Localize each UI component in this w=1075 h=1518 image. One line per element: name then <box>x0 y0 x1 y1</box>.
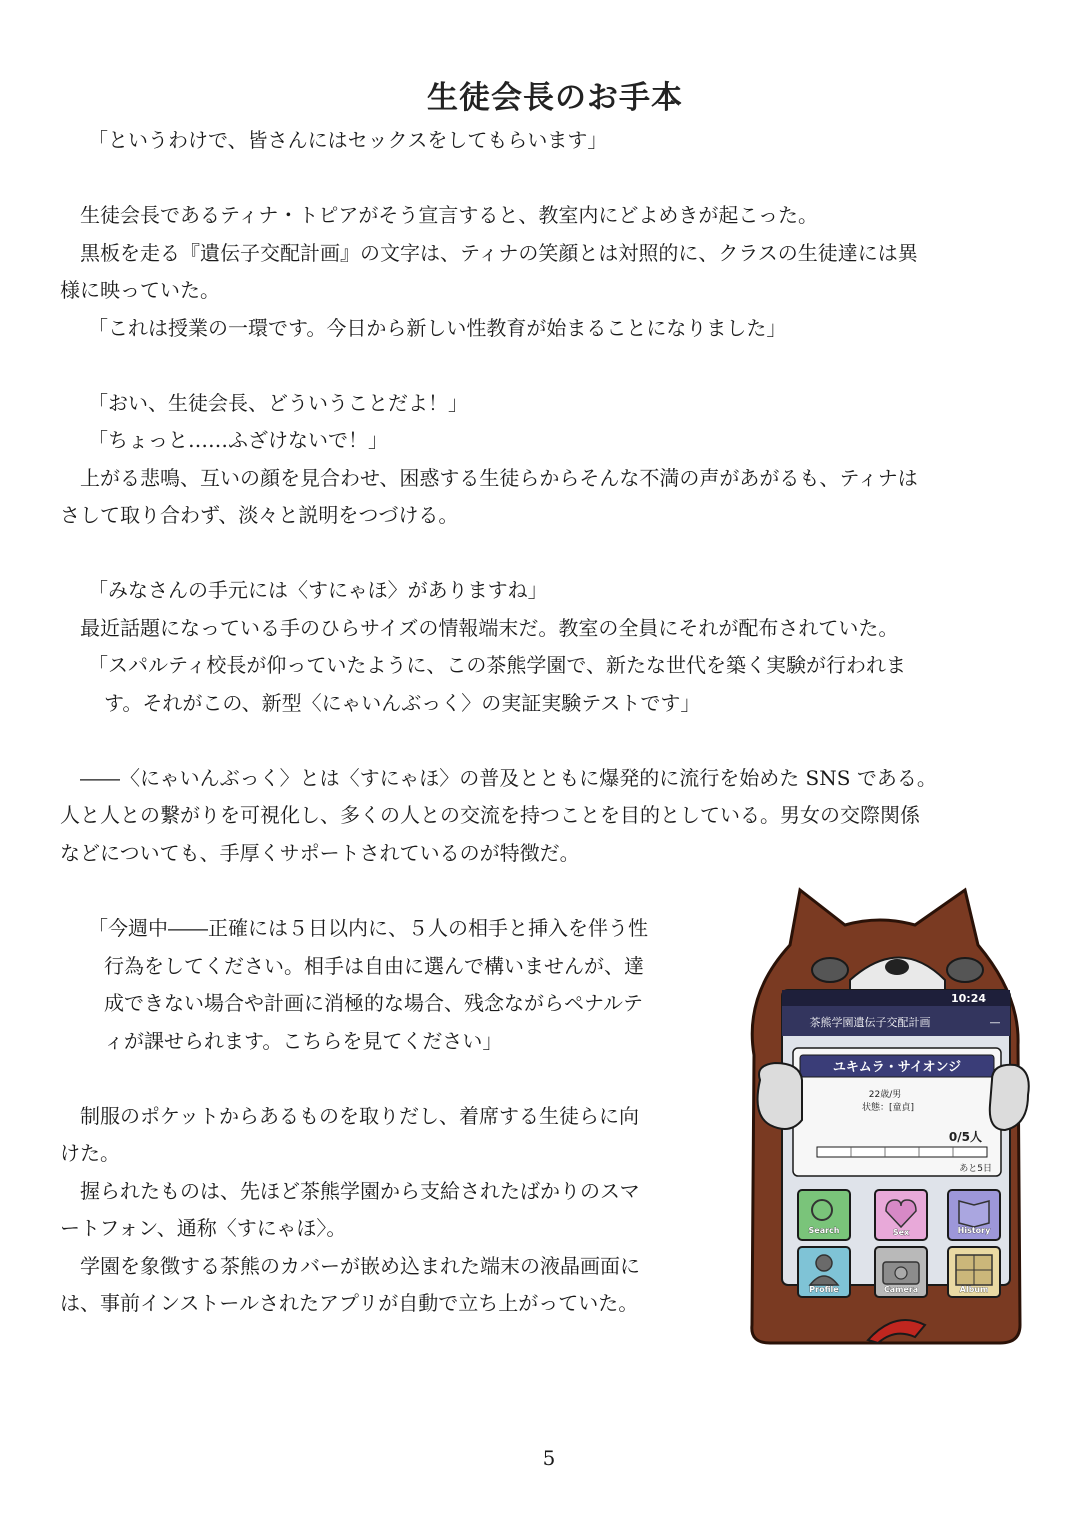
paragraph: 黒板を走る『遺伝子交配計画』の文字は、ティナの笑顔とは対照的に、クラスの生徒達には異 <box>80 240 918 265</box>
paragraph: 成できない場合や計画に消極的な場合、残念ながらペナルテ <box>104 991 643 1015</box>
app-camera[interactable] <box>875 1247 927 1297</box>
paragraph: ――〈にゃいんぶっく〉とは〈すにゃほ〉の普及とともに爆発的に流行を始めた SNS である。 <box>80 765 937 790</box>
paragraph: 「みなさんの手元には〈すにゃほ〉がありますね」 <box>88 578 548 602</box>
paragraph: ートフォン、通称〈すにゃほ〉。 <box>60 1216 347 1240</box>
age-gender: 22歳/男 <box>868 1090 902 1100</box>
blank-line <box>60 535 1010 573</box>
blank-line <box>60 160 1010 198</box>
paragraph: 「スパルティ校長が仰っていたように、この茶熊学園で、新たな世代を築く実験が行われま <box>88 653 906 677</box>
paragraph: 「ちょっと……ふざけないで！」 <box>88 428 388 452</box>
paragraph: ィが課せられます。こちらを見てください」 <box>104 1028 503 1053</box>
paragraph: 「というわけで、皆さんにはセックスをしてもらいます」 <box>88 128 608 152</box>
right-paw <box>990 1065 1029 1130</box>
left-eye <box>812 958 848 982</box>
paragraph: 行為をしてください。相手は自由に選んで構いませんが、達 <box>104 953 644 978</box>
app-label: History <box>957 1226 991 1235</box>
paragraph: 人と人との繋がりを可視化し、多くの人との交流を持つことを目的としている。男女の交際関係 <box>60 803 920 827</box>
left-paw <box>758 1063 802 1129</box>
app-title: 茶熊学園遺伝子交配計画 <box>809 1016 931 1029</box>
paragraph: 最近話題になっている手のひらサイズの情報端末だ。教室の全員にそれが配布されていた。 <box>80 615 899 640</box>
time-text: 10:24 <box>950 992 986 1005</box>
remaining-days: あと5日 <box>959 1164 992 1174</box>
right-eye <box>947 958 983 982</box>
page-number: 5 <box>542 1446 556 1470</box>
app-history[interactable] <box>948 1190 1000 1240</box>
page-title: 生徒会長のお手本 <box>427 80 683 116</box>
app-profile[interactable] <box>798 1247 850 1297</box>
paragraph: 上がる悲鳴、互いの顔を見合わせ、困惑する生徒らからそんな不満の声があがるも、ティナは <box>80 465 918 490</box>
blank-line <box>60 722 1010 760</box>
progress-bar <box>817 1147 987 1157</box>
app-sex[interactable] <box>875 1190 927 1240</box>
paragraph: 「これは授業の一環です。今日から新しい性教育が始まることになりました」 <box>88 315 787 340</box>
paragraph: 制服のポケットからあるものを取りだし、着席する生徒らに向 <box>80 1103 639 1128</box>
side-text <box>60 910 710 1323</box>
app-label: Profile <box>809 1285 839 1294</box>
book-icon <box>959 1201 989 1227</box>
app-album[interactable] <box>948 1247 1000 1297</box>
blank-line <box>60 347 1010 385</box>
user-name: ユキムラ・サイオンジ <box>832 1060 962 1075</box>
status-text: 状態：[童貞] <box>861 1103 915 1113</box>
paragraph: 握られたものは、先ほど茶熊学園から支給されたばかりのスマ <box>80 1178 640 1203</box>
paragraph: けた。 <box>60 1141 120 1165</box>
paragraph: さして取り合わず、淡々と説明をつづける。 <box>60 503 459 527</box>
person-icon <box>816 1255 832 1271</box>
paragraph: 「おい、生徒会長、どういうことだよ！」 <box>88 390 468 415</box>
menu-icon: — <box>989 1016 1001 1029</box>
count-text: 0/5人 <box>948 1130 982 1144</box>
paragraph: は、事前インストールされたアプリが自動で立ち上がっていた。 <box>60 1291 639 1315</box>
paragraph: 様に映っていた。 <box>60 278 220 302</box>
paragraph: などについても、手厚くサポートされているのが特徴だ。 <box>60 840 580 865</box>
paragraph: 生徒会長であるティナ・トピアがそう宣言すると、教室内にどよめきが起こった。 <box>80 203 818 227</box>
app-label: Camera <box>883 1285 919 1294</box>
app-label: Album <box>959 1285 989 1294</box>
blank-line <box>60 1060 710 1098</box>
app-label: Sex <box>892 1228 910 1237</box>
paragraph: 学園を象徴する茶熊のカバーが嵌め込まれた端末の液晶画面に <box>80 1253 640 1278</box>
mascot-phone-illustration <box>730 885 1030 1355</box>
app-search[interactable] <box>798 1190 850 1240</box>
paragraph: す。それがこの、新型〈にゃいんぶっく〉の実証実験テストです」 <box>104 690 701 715</box>
app-label: Search <box>808 1226 840 1235</box>
paragraph: 「今週中――正確には５日以内に、５人の相手と挿入を伴う性 <box>88 916 648 940</box>
nose <box>885 959 909 975</box>
body-text <box>60 122 1010 872</box>
